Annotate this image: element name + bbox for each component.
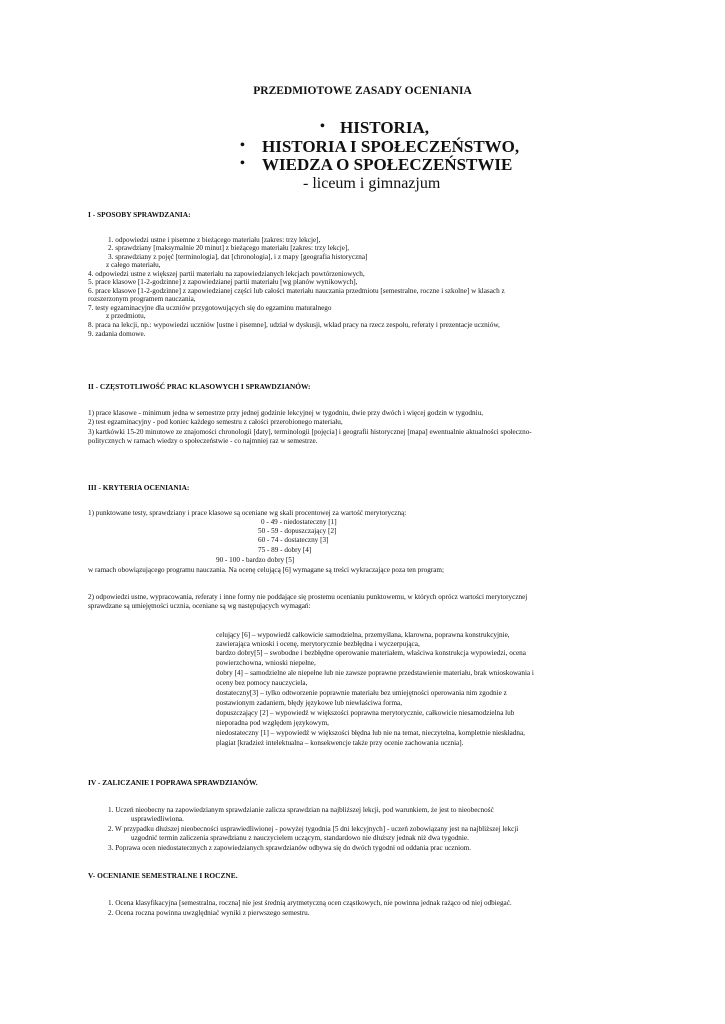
list-item: 9. zadania domowe. [88, 330, 146, 338]
bullet-icon: • [240, 138, 245, 153]
list-item: z całego materiału, [106, 261, 161, 269]
subject-civics: WIEDZA O SPOŁECZEŃSTWIE [262, 155, 513, 174]
list-item: uzgodnić termin zaliczenia sprawdzianu z nauczycielem uczącym, standardowo nie dłuższy jednak niż dwa tygodnie. [131, 834, 469, 842]
section-heading: IV - ZALICZANIE I POPRAWA SPRAWDZIANÓW. [88, 778, 258, 787]
list-item: 2. Ocena roczna powinna uwzględniać wyniki z pierwszego semestru. [108, 909, 310, 917]
criteria-line: dostateczny[3] – tylko odtworzenie poprawnie materiału bez umiejętności operowania nim zgodnie z [216, 689, 507, 697]
section-heading: III - KRYTERIA OCENIANIA: [88, 483, 190, 492]
list-item: 3) kartkówki 15-20 minutowe ze znajomości chronologii [daty], terminologii [pojęcia] i geografii historycznej [mapa] ewentualnie aktualności społeczno- [88, 428, 532, 436]
subject-history: HISTORIA, [340, 118, 429, 137]
paragraph: w ramach obowiązującego programu nauczania. Na ocenę celującą [6] wymagane są treści wykraczające poza ten program; [88, 566, 444, 574]
list-item: 2. sprawdziany [maksymalnie 20 minut] z bieżącego materiału [zakres: trzy lekcje], [108, 244, 350, 252]
grade-scale-row: 75 - 89 - dobry [4] [258, 546, 312, 554]
criteria-line: dopuszczający [2] – wypowiedź w większości poprawna merytorycznie, całkowicie niesamodzielna lub [216, 709, 515, 717]
criteria-line: oceny bez pomocy nauczyciela, [216, 679, 308, 687]
paragraph: 1) punktowane testy, sprawdziany i prace klasowe są oceniane wg skali procentowej za wartość merytoryczną: [88, 509, 407, 517]
list-item: 1. Uczeń nieobecny na zapowiedzianym sprawdzianie zalicza sprawdzian na najbliższej lekcji, pod warunkiem, że jest to nieobecność [108, 806, 494, 814]
list-item: 6. prace klasowe [1-2-godzinne] z zapowiedzianej części lub całości materiału nauczania przedmiotu [semestralne, roczne i szkolne] w klasach z [88, 287, 505, 295]
section-heading: I - SPOSOBY SPRAWDZANIA: [88, 210, 191, 219]
list-item: 3. Poprawa ocen niedostatecznych z zapowiedzianych sprawdzianów odbywa się do dwóch tygodni od oddania prac uczniom. [108, 844, 472, 852]
list-item: 2) test egzaminacyjny - pod koniec każdego semestru z całości przerobionego materiału, [88, 418, 343, 426]
section-heading: II - CZĘSTOTLIWOŚĆ PRAC KLASOWYCH I SPRAWDZIANÓW: [88, 382, 311, 391]
criteria-line: dobry [4] – samodzielne ale niepełne lub nie zawsze poprawne przedstawienie materiału, brak wnioskowania i [216, 669, 534, 677]
criteria-line: powierzchowna, wnioski niepełne, [216, 659, 316, 667]
list-item: 8. praca na lekcji, np.: wypowiedzi uczniów [ustne i pisemne], udział w dyskusji, wkład pracy na rzecz zespołu, referaty i prezentacje uczniów, [88, 321, 500, 329]
bullet-icon: • [320, 119, 325, 134]
grade-scale-row: 90 - 100 - bardzo dobry [5] [216, 556, 295, 564]
criteria-line: postawionym zadaniem, błędy językowe lub niewłaściwa forma, [216, 699, 403, 707]
list-item: 1) prace klasowe - minimum jedna w semestrze przy jednej godzinie lekcyjnej w tygodniu, dwie przy dwóch i więcej godzin w tygodniu, [88, 409, 484, 417]
criteria-line: celujący [6] – wypowiedź całkowicie samodzielna, przemyślana, klarowna, poprawna konstrukcyjnie, [216, 631, 510, 639]
criteria-line: nieporadna pod względem językowym, [216, 719, 329, 727]
list-item: z przedmiotu, [106, 312, 146, 320]
list-item: 7. testy egzaminacyjne dla uczniów przygotowujących się do egzaminu maturalnego [88, 304, 332, 312]
paragraph: 2) odpowiedzi ustne, wypracowania, referaty i inne formy nie poddające się prostemu ocenianiu punktowemu, w których oprócz wartości merytorycznej [88, 593, 528, 601]
criteria-line: plagiat [kradzież intelektualna – konsekwencje także przy ocenie zachowania ucznia]. [216, 739, 464, 747]
criteria-line: niedostateczny [1] – wypowiedź w większości błędna lub nie na temat, nieczytelna, kompletnie nieskładna, [216, 729, 525, 737]
list-item: politycznych w ramach wiedzy o społeczeństwie - co najmniej raz w semestrze. [88, 437, 318, 445]
grade-scale-row: 60 - 74 - dostateczny [3] [258, 536, 329, 544]
school-level: - liceum i gimnazjum [303, 175, 441, 192]
list-item: 4. odpowiedzi ustne z większej partii materiału na zapowiedzianych lekcjach powtórzeniowych, [88, 270, 365, 278]
list-item: usprawiedliwiona. [131, 815, 184, 823]
grade-scale-row: 50 - 59 - dopuszczający [2] [258, 527, 337, 535]
list-item: 1. Ocena klasyfikacyjna [semestralna, roczna] nie jest średnią arytmetyczną ocen cząstkowych, nie powinna jednak rażąco od niej odbiegać. [108, 899, 512, 907]
criteria-line: bardzo dobry[5] – swobodne i bezbłędne operowanie materiałem, właściwa konstrukcja wypowiedzi, ocena [216, 649, 526, 657]
list-item: rozszerzonym programem nauczania, [88, 295, 196, 303]
list-item: 5. prace klasowe [1-2-godzinne] z zapowiedzianej partii materiału [wg planów wynikowych], [88, 278, 358, 286]
subject-history-society: HISTORIA I SPOŁECZEŃSTWO, [262, 137, 520, 156]
list-item: 1. odpowiedzi ustne i pisemne z bieżącego materiału [zakres: trzy lekcje], [108, 236, 321, 244]
list-item: 2. W przypadku dłuższej nieobecności usprawiedliwionej - powyżej tygodnia [5 dni lekcyjnych] - uczeń zobowiązany jest na najbliższej lekcji [108, 825, 519, 833]
bullet-icon: • [240, 156, 245, 171]
criteria-line: zawierająca wnioski i ocenę, merytorycznie bezbłędna i wyczerpująca, [216, 640, 420, 648]
document-title: PRZEDMIOTOWE ZASADY OCENIANIA [253, 85, 472, 97]
section-heading: V- OCENIANIE SEMESTRALNE I ROCZNE. [88, 871, 238, 880]
list-item: 3. sprawdziany z pojęć [terminologia], dat [chronologia], i z mapy [geografia historyczna] [108, 253, 368, 261]
paragraph: sprawdzane są umiejętności ucznia, oceniane są wg następujących wymagań: [88, 602, 311, 610]
grade-scale-row: 0 - 49 - niedostateczny [1] [261, 518, 337, 526]
